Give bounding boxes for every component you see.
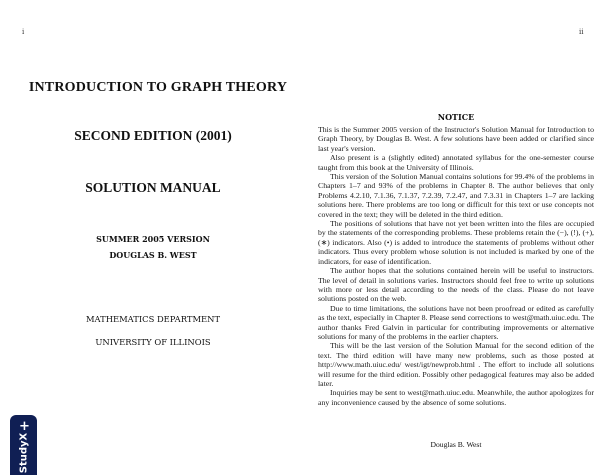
notice-paragraph-7: This will be the last version of the Solution Manual for the second edition of the text. The third edition will have many new problems, such as those posted at http://www.math.uiuc.edu/ west/igt/newprob.html . The effort to include all solutions will resume for the third edition. Possibly other pedagogical features may also be added later. bbox=[318, 341, 594, 388]
manual-title: SOLUTION MANUAL bbox=[85, 180, 221, 195]
book-title: INTRODUCTION TO GRAPH THEORY bbox=[28, 80, 288, 95]
studyx-badge[interactable] bbox=[10, 415, 37, 475]
notice-paragraph-3: This version of the Solution Manual contains solutions for 99.4% of the problems in Chapters 1–7 and 93% of the problems in Chapter 8. The author believes that only Problems 4.2.10, 7.1.36, 7.1.37, 7.2.39, 7.2.47, and 7.3.31 in Chapters 1–7 are lacking solutions here. There problems are too long or difficult for this text or use concepts not covered in the text; they will be deleted in the third edition. bbox=[318, 172, 594, 219]
author-name: DOUGLAS B. WEST bbox=[109, 250, 197, 260]
signature: Douglas B. West bbox=[430, 440, 482, 449]
badge-label: StudyX bbox=[18, 432, 30, 474]
notice-body bbox=[318, 125, 594, 407]
version-line: SUMMER 2005 VERSION bbox=[96, 234, 210, 244]
notice-heading: NOTICE bbox=[437, 112, 475, 122]
notice-paragraph-2: Also present is a (slightly edited) annotated syllabus for the one-semester course taught from this book at the University of Illinois. bbox=[318, 153, 594, 172]
university-name: UNIVERSITY OF ILLINOIS bbox=[95, 337, 211, 347]
notice-paragraph-1: This is the Summer 2005 version of the Instructor's Solution Manual for Introduction to Graph Theory, by Douglas B. West. A few solutions have been added or clarified since last year's version. bbox=[318, 125, 594, 153]
notice-paragraph-4: The positions of solutions that have not yet been written into the files are occupied by the statements of the corresponding problems. These problems retain the (−), (!), (+), (∗) indicators. Also (•) is added to introduce the statements of problems without other indicators. Thus every problem whose solution is not included is marked by one of the indicators, for ease of identification. bbox=[318, 219, 594, 266]
plus-icon: + bbox=[19, 419, 30, 434]
page-number-left: i bbox=[22, 28, 25, 36]
notice-paragraph-5: The author hopes that the solutions contained herein will be useful to instructors. The level of detail in solutions varies. Instructors should feel free to write up solutions with more or less detail according to the needs of the class. Please do not leave solutions posted on the web. bbox=[318, 266, 594, 304]
department-name: MATHEMATICS DEPARTMENT bbox=[85, 314, 221, 324]
notice-paragraph-8: Inquiries may be sent to west@math.uiuc.edu. Meanwhile, the author apologizes for any inconvenience caused by the absence of some solutions. bbox=[318, 388, 594, 407]
page-number-right: ii bbox=[579, 28, 584, 36]
edition-line: SECOND EDITION (2001) bbox=[74, 128, 232, 143]
notice-paragraph-6: Due to time limitations, the solutions have not been proofread or edited as carefully as the text, especially in Chapter 8. Please send corrections to west@math.uiuc.edu. The author thanks Fred Galvin in particular for contributing improvements or alternative solutions for many of the problems in the earlier chapters. bbox=[318, 303, 594, 341]
